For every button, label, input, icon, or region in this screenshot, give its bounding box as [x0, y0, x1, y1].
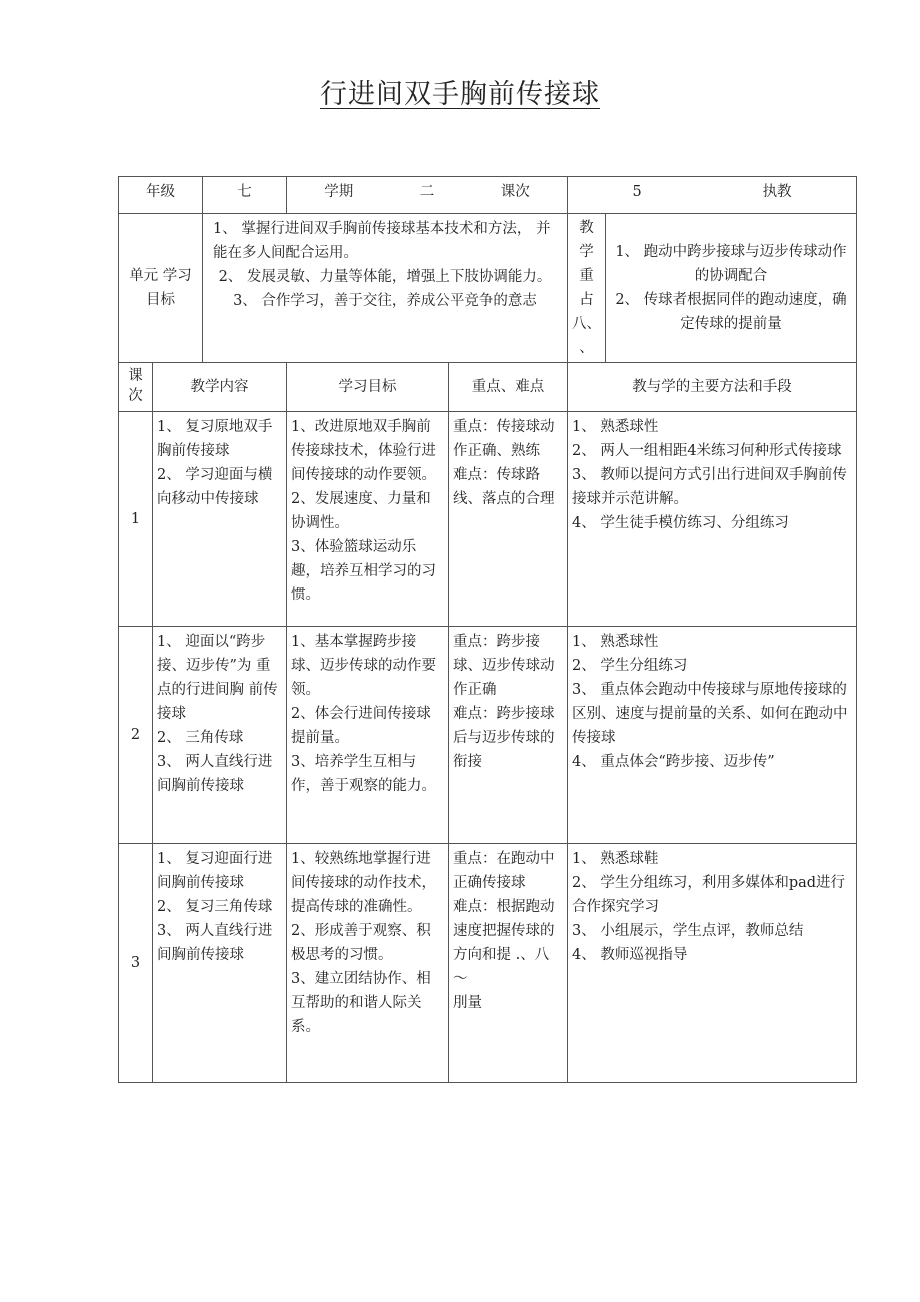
term-label: 学期 — [324, 184, 354, 200]
unit-objective: 1、 掌握行进间双手胸前传接球基本技术和方法， 并能在多人间配合运用。 — [213, 221, 551, 261]
lesson-count-value: 5 — [632, 184, 642, 200]
teacher-label: 执教 — [762, 184, 792, 200]
header-row — [119, 177, 857, 214]
lesson-row — [119, 412, 857, 627]
key-point: 1、 跑动中跨步接球与迈步传球动作的协调配合 — [615, 244, 847, 284]
col-methods: 教与学的主要方法和手段 — [568, 363, 857, 412]
lesson-key: 重点：跨步接球、迈步传球动作正确 难点：跨步接球后与迈步传球的衔接 — [449, 627, 568, 844]
col-key: 重点、难点 — [449, 363, 568, 412]
lesson-goals: 1、基本掌握跨步接球、迈步传球的动作要领。 2、体会行进间传接球提前量。 3、培养学生互相与作，善于观察的能力。 — [287, 627, 449, 844]
lesson-content: 1、 迎面以“跨步 接、迈步传”为 重点的行进间胸 前传接球 2、 三角传球 3、 两人直线行进 间胸前传接球 — [153, 627, 287, 844]
key-points-label: 教 学 重 占 八、 、 — [568, 214, 606, 363]
lesson-methods: 1、 熟悉球性 2、 学生分组练习 3、 重点体会跑动中传接球与原地传接球的区别、速度与提前量的关系、如何在跑动中传接球 4、 重点体会“跨步接、迈步传” — [568, 627, 857, 844]
col-goals: 学习目标 — [287, 363, 449, 412]
lesson-count-label: 课次 — [500, 184, 530, 200]
grade-label: 年级 — [119, 177, 203, 214]
unit-objectives-label: 单元 学习目标 — [119, 214, 203, 363]
col-lesson: 课次 — [119, 363, 153, 412]
term-cell — [287, 177, 568, 214]
col-content: 教学内容 — [153, 363, 287, 412]
unit-objectives — [203, 214, 568, 363]
lesson-content: 1、 复习迎面行进 间胸前传接球 2、 复习三角传球 3、 两人直线行进 间胸前传接球 — [153, 844, 287, 1083]
unit-objective: 2、 发展灵敏、力量等体能，增强上下肢协调能力。 — [218, 269, 552, 285]
unit-row — [119, 214, 857, 363]
term-value: 二 — [419, 184, 435, 200]
lesson-methods: 1、 熟悉球性 2、 两人一组相距4米练习何种形式传接球 3、 教师以提问方式引出行进间双手胸前传接球并示范讲解。 4、 学生徒手模仿练习、分组练习 — [568, 412, 857, 627]
lesson-key: 重点：在跑动中正确传接球 难点：根据跑动速度把握传球的方向和提 .、八 ～ 刖量 — [449, 844, 568, 1083]
lesson-number: 3 — [119, 844, 153, 1083]
lesson-row — [119, 844, 857, 1083]
key-point: 2、 传球者根据同伴的跑动速度，确定传球的提前量 — [615, 292, 847, 332]
lesson-plan-table — [118, 176, 857, 1083]
lesson-key: 重点：传接球动作正确、熟练 难点：传球路线、落点的合理 — [449, 412, 568, 627]
teacher-cell — [568, 177, 857, 214]
unit-objective: 3、 合作学习，善于交往，养成公平竞争的意志 — [233, 293, 537, 309]
column-header-row — [119, 363, 857, 412]
lesson-row — [119, 627, 857, 844]
lesson-content: 1、 复习原地双手 胸前传接球 2、 学习迎面与横 向移动中传接球 — [153, 412, 287, 627]
grade-value: 七 — [203, 177, 287, 214]
lesson-number: 2 — [119, 627, 153, 844]
lesson-goals: 1、改进原地双手胸前传接球技术，体验行进间传接球的动作要领。 2、发展速度、力量和协调性。 3、体验篮球运动乐趣，培养互相学习的习惯。 — [287, 412, 449, 627]
lesson-methods: 1、 熟悉球鞋 2、 学生分组练习，利用多媒体和pad进行合作探究学习 3、 小组展示，学生点评，教师总结 4、 教师巡视指导 — [568, 844, 857, 1083]
lesson-goals: 1、较熟练地掌握行进间传接球的动作技术，提高传球的准确性。 2、形成善于观察、积极思考的习惯。 3、建立团结协作、相互帮助的和谐人际关系。 — [287, 844, 449, 1083]
page-title: 行进间双手胸前传接球 — [320, 79, 600, 110]
key-points — [606, 214, 857, 363]
lesson-number: 1 — [119, 412, 153, 627]
